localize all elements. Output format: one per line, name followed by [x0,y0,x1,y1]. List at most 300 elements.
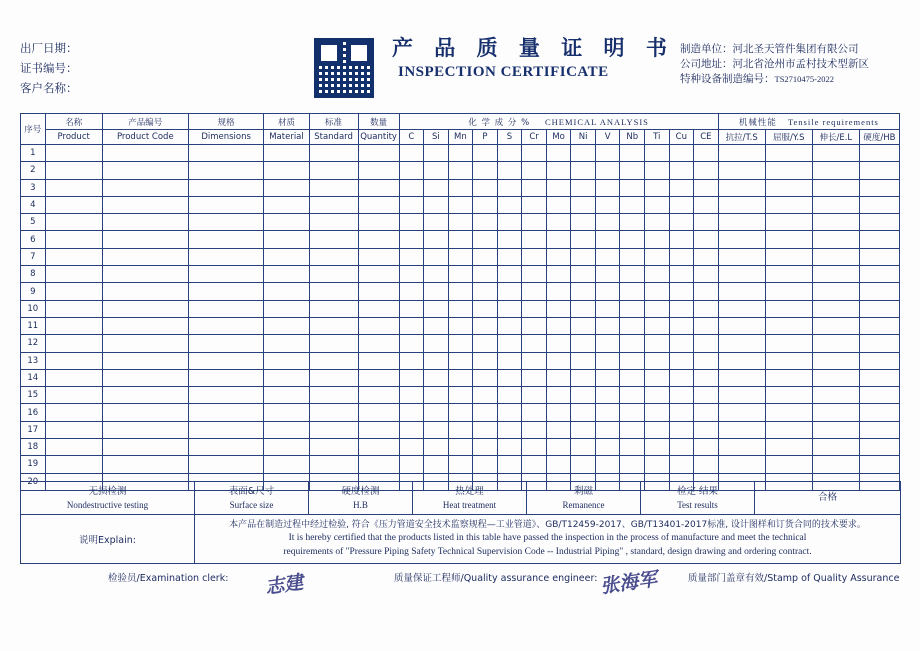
cell-hb[interactable] [859,196,899,213]
cell-hb[interactable] [859,335,899,352]
cell-quantity[interactable] [358,266,399,283]
cell-cr[interactable] [522,196,547,213]
cell-hb[interactable] [859,456,899,473]
cell-product[interactable] [45,145,102,162]
cell-mo[interactable] [546,352,571,369]
cell-mn[interactable] [448,300,473,317]
cell-cr[interactable] [522,145,547,162]
cell-cr[interactable] [522,369,547,386]
cell-v[interactable] [595,145,620,162]
cell-dimensions[interactable] [188,179,264,196]
cell-mo[interactable] [546,300,571,317]
cell-cr[interactable] [522,352,547,369]
cell-ys[interactable] [765,352,812,369]
cell-si[interactable] [424,404,449,421]
cell-product-code[interactable] [102,352,188,369]
cell-cu[interactable] [669,214,694,231]
cell-s[interactable] [497,335,522,352]
cell-ce[interactable] [694,231,719,248]
cell-material[interactable] [264,352,309,369]
cell-ys[interactable] [765,404,812,421]
cell-product-code[interactable] [102,387,188,404]
cell-el[interactable] [812,179,859,196]
cell-p[interactable] [473,248,498,265]
cell-mn[interactable] [448,145,473,162]
cell-hb[interactable] [859,300,899,317]
cell-cr[interactable] [522,162,547,179]
cell-material[interactable] [264,162,309,179]
cell-ni[interactable] [571,369,596,386]
cell-c[interactable] [399,266,424,283]
cell-si[interactable] [424,352,449,369]
cell-nb[interactable] [620,162,645,179]
cell-dimensions[interactable] [188,404,264,421]
cell-si[interactable] [424,214,449,231]
table-row[interactable] [21,335,900,352]
cell-el[interactable] [812,369,859,386]
cell-v[interactable] [595,300,620,317]
cell-nb[interactable] [620,231,645,248]
cell-dimensions[interactable] [188,196,264,213]
cell-s[interactable] [497,248,522,265]
cell-standard[interactable] [309,214,358,231]
cell-material[interactable] [264,266,309,283]
cell-product[interactable] [45,404,102,421]
table-row[interactable] [21,248,900,265]
cell-product-code[interactable] [102,231,188,248]
cell-product[interactable] [45,283,102,300]
cell-v[interactable] [595,439,620,456]
cell-p[interactable] [473,352,498,369]
cell-ts[interactable] [718,145,765,162]
cell-quantity[interactable] [358,248,399,265]
cell-cu[interactable] [669,352,694,369]
cell-product-code[interactable] [102,145,188,162]
cell-ys[interactable] [765,387,812,404]
cell-ts[interactable] [718,214,765,231]
cell-ys[interactable] [765,145,812,162]
cell-standard[interactable] [309,283,358,300]
cell-ti[interactable] [645,404,670,421]
cell-v[interactable] [595,352,620,369]
cell-nb[interactable] [620,266,645,283]
cell-si[interactable] [424,162,449,179]
cell-nb[interactable] [620,387,645,404]
cell-ce[interactable] [694,421,719,438]
cell-standard[interactable] [309,387,358,404]
cell-nb[interactable] [620,335,645,352]
cell-c[interactable] [399,439,424,456]
cell-c[interactable] [399,369,424,386]
cell-s[interactable] [497,231,522,248]
cell-cu[interactable] [669,162,694,179]
cell-nb[interactable] [620,352,645,369]
cell-el[interactable] [812,404,859,421]
cell-product[interactable] [45,369,102,386]
cell-quantity[interactable] [358,404,399,421]
cell-ts[interactable] [718,266,765,283]
cell-cr[interactable] [522,231,547,248]
cell-ce[interactable] [694,162,719,179]
table-row[interactable] [21,369,900,386]
cell-product-code[interactable] [102,421,188,438]
cell-mo[interactable] [546,196,571,213]
cell-p[interactable] [473,421,498,438]
cell-cu[interactable] [669,196,694,213]
cell-ys[interactable] [765,248,812,265]
cell-s[interactable] [497,404,522,421]
cell-c[interactable] [399,352,424,369]
cell-standard[interactable] [309,145,358,162]
cell-standard[interactable] [309,300,358,317]
cell-hb[interactable] [859,162,899,179]
cell-mo[interactable] [546,266,571,283]
cell-si[interactable] [424,266,449,283]
cell-product-code[interactable] [102,439,188,456]
cell-ce[interactable] [694,266,719,283]
table-row[interactable] [21,196,900,213]
cell-v[interactable] [595,196,620,213]
cell-mo[interactable] [546,145,571,162]
cell-mo[interactable] [546,317,571,334]
cell-c[interactable] [399,162,424,179]
cell-material[interactable] [264,231,309,248]
cell-ts[interactable] [718,335,765,352]
cell-dimensions[interactable] [188,317,264,334]
cell-mo[interactable] [546,421,571,438]
cell-ce[interactable] [694,145,719,162]
cell-product-code[interactable] [102,369,188,386]
cell-ni[interactable] [571,231,596,248]
cell-mn[interactable] [448,179,473,196]
cell-ys[interactable] [765,456,812,473]
cell-ni[interactable] [571,300,596,317]
cell-si[interactable] [424,421,449,438]
table-row[interactable] [21,145,900,162]
cell-product-code[interactable] [102,266,188,283]
cell-ce[interactable] [694,283,719,300]
cell-ti[interactable] [645,196,670,213]
cell-s[interactable] [497,162,522,179]
cell-v[interactable] [595,335,620,352]
cell-v[interactable] [595,162,620,179]
cell-mn[interactable] [448,248,473,265]
cell-mn[interactable] [448,214,473,231]
cell-dimensions[interactable] [188,214,264,231]
cell-ts[interactable] [718,231,765,248]
cell-product[interactable] [45,231,102,248]
cell-ce[interactable] [694,404,719,421]
cell-p[interactable] [473,162,498,179]
cell-nb[interactable] [620,439,645,456]
cell-ni[interactable] [571,266,596,283]
cell-ti[interactable] [645,162,670,179]
cell-el[interactable] [812,248,859,265]
cell-nb[interactable] [620,300,645,317]
cell-ti[interactable] [645,369,670,386]
cell-product[interactable] [45,456,102,473]
cell-material[interactable] [264,404,309,421]
cell-material[interactable] [264,214,309,231]
cell-s[interactable] [497,369,522,386]
cell-ni[interactable] [571,248,596,265]
cell-material[interactable] [264,421,309,438]
cell-nb[interactable] [620,456,645,473]
cell-ys[interactable] [765,179,812,196]
cell-c[interactable] [399,145,424,162]
cell-quantity[interactable] [358,456,399,473]
cell-nb[interactable] [620,369,645,386]
cell-nb[interactable] [620,421,645,438]
cell-mo[interactable] [546,231,571,248]
cell-p[interactable] [473,335,498,352]
cell-mn[interactable] [448,335,473,352]
cell-p[interactable] [473,231,498,248]
cell-quantity[interactable] [358,300,399,317]
cell-hb[interactable] [859,317,899,334]
cell-el[interactable] [812,283,859,300]
cell-ti[interactable] [645,145,670,162]
cell-el[interactable] [812,266,859,283]
cell-quantity[interactable] [358,352,399,369]
cell-mo[interactable] [546,283,571,300]
cell-mn[interactable] [448,456,473,473]
cell-product-code[interactable] [102,404,188,421]
cell-cu[interactable] [669,387,694,404]
cell-v[interactable] [595,266,620,283]
cell-cu[interactable] [669,266,694,283]
cell-s[interactable] [497,300,522,317]
cell-ti[interactable] [645,439,670,456]
cell-ys[interactable] [765,421,812,438]
cell-si[interactable] [424,387,449,404]
cell-dimensions[interactable] [188,145,264,162]
cell-c[interactable] [399,179,424,196]
cell-p[interactable] [473,283,498,300]
cell-ce[interactable] [694,335,719,352]
cell-si[interactable] [424,179,449,196]
cell-el[interactable] [812,196,859,213]
cell-cu[interactable] [669,179,694,196]
cell-s[interactable] [497,283,522,300]
cell-cu[interactable] [669,145,694,162]
cell-ni[interactable] [571,456,596,473]
cell-s[interactable] [497,421,522,438]
cell-product[interactable] [45,335,102,352]
cell-si[interactable] [424,283,449,300]
cell-ti[interactable] [645,231,670,248]
cell-ts[interactable] [718,317,765,334]
cell-mo[interactable] [546,387,571,404]
cell-v[interactable] [595,456,620,473]
cell-ce[interactable] [694,456,719,473]
cell-cu[interactable] [669,231,694,248]
cell-v[interactable] [595,369,620,386]
cell-dimensions[interactable] [188,162,264,179]
cell-nb[interactable] [620,283,645,300]
cell-ni[interactable] [571,439,596,456]
cell-product[interactable] [45,196,102,213]
cell-ts[interactable] [718,369,765,386]
table-row[interactable] [21,214,900,231]
cell-cr[interactable] [522,300,547,317]
cell-ce[interactable] [694,317,719,334]
cell-ce[interactable] [694,352,719,369]
cell-el[interactable] [812,145,859,162]
cell-nb[interactable] [620,196,645,213]
cell-mo[interactable] [546,214,571,231]
cell-s[interactable] [497,266,522,283]
cell-standard[interactable] [309,162,358,179]
cell-ts[interactable] [718,179,765,196]
cell-cr[interactable] [522,439,547,456]
cell-product[interactable] [45,162,102,179]
cell-standard[interactable] [309,248,358,265]
cell-si[interactable] [424,456,449,473]
cell-p[interactable] [473,179,498,196]
cell-c[interactable] [399,231,424,248]
cell-mn[interactable] [448,317,473,334]
cell-p[interactable] [473,145,498,162]
cell-product[interactable] [45,352,102,369]
cell-s[interactable] [497,352,522,369]
cell-dimensions[interactable] [188,387,264,404]
cell-ce[interactable] [694,369,719,386]
cell-mn[interactable] [448,162,473,179]
cell-cu[interactable] [669,421,694,438]
cell-ys[interactable] [765,231,812,248]
cell-mo[interactable] [546,179,571,196]
cell-hb[interactable] [859,404,899,421]
cell-mo[interactable] [546,335,571,352]
cell-material[interactable] [264,387,309,404]
cell-el[interactable] [812,162,859,179]
cell-cr[interactable] [522,404,547,421]
cell-c[interactable] [399,300,424,317]
cell-si[interactable] [424,300,449,317]
cell-ys[interactable] [765,300,812,317]
cell-p[interactable] [473,456,498,473]
cell-ni[interactable] [571,214,596,231]
cell-nb[interactable] [620,214,645,231]
cell-ti[interactable] [645,387,670,404]
cell-quantity[interactable] [358,335,399,352]
cell-standard[interactable] [309,404,358,421]
cell-c[interactable] [399,248,424,265]
table-row[interactable] [21,266,900,283]
cell-v[interactable] [595,317,620,334]
table-row[interactable] [21,352,900,369]
cell-ti[interactable] [645,283,670,300]
cell-dimensions[interactable] [188,283,264,300]
cell-mo[interactable] [546,248,571,265]
cell-cu[interactable] [669,369,694,386]
cell-el[interactable] [812,387,859,404]
cell-ts[interactable] [718,300,765,317]
cell-ni[interactable] [571,283,596,300]
cell-dimensions[interactable] [188,266,264,283]
cell-s[interactable] [497,317,522,334]
cell-mo[interactable] [546,404,571,421]
cell-s[interactable] [497,456,522,473]
cell-dimensions[interactable] [188,421,264,438]
cell-product[interactable] [45,300,102,317]
cell-v[interactable] [595,214,620,231]
cell-p[interactable] [473,369,498,386]
cell-ni[interactable] [571,179,596,196]
cell-ys[interactable] [765,283,812,300]
cell-ce[interactable] [694,387,719,404]
cell-s[interactable] [497,439,522,456]
cell-v[interactable] [595,179,620,196]
cell-si[interactable] [424,335,449,352]
cell-p[interactable] [473,196,498,213]
cell-ni[interactable] [571,145,596,162]
cell-material[interactable] [264,439,309,456]
cell-mo[interactable] [546,456,571,473]
cell-ti[interactable] [645,421,670,438]
cell-standard[interactable] [309,317,358,334]
cell-product-code[interactable] [102,248,188,265]
cell-ti[interactable] [645,300,670,317]
cell-ys[interactable] [765,162,812,179]
cell-hb[interactable] [859,145,899,162]
cell-hb[interactable] [859,214,899,231]
cell-p[interactable] [473,439,498,456]
cell-ts[interactable] [718,404,765,421]
cell-ce[interactable] [694,196,719,213]
cell-ts[interactable] [718,421,765,438]
cell-c[interactable] [399,196,424,213]
cell-cr[interactable] [522,317,547,334]
cell-standard[interactable] [309,369,358,386]
cell-ts[interactable] [718,456,765,473]
cell-v[interactable] [595,248,620,265]
cell-mn[interactable] [448,387,473,404]
cell-c[interactable] [399,214,424,231]
cell-ni[interactable] [571,196,596,213]
cell-standard[interactable] [309,439,358,456]
cell-material[interactable] [264,196,309,213]
cell-cr[interactable] [522,456,547,473]
cell-c[interactable] [399,456,424,473]
cell-nb[interactable] [620,317,645,334]
cell-dimensions[interactable] [188,456,264,473]
cell-cr[interactable] [522,335,547,352]
cell-p[interactable] [473,266,498,283]
cell-ts[interactable] [718,352,765,369]
cell-mn[interactable] [448,369,473,386]
cell-ti[interactable] [645,266,670,283]
cell-dimensions[interactable] [188,369,264,386]
cell-nb[interactable] [620,248,645,265]
cell-nb[interactable] [620,404,645,421]
cell-product[interactable] [45,317,102,334]
cell-material[interactable] [264,317,309,334]
cell-dimensions[interactable] [188,352,264,369]
cell-dimensions[interactable] [188,231,264,248]
cell-mo[interactable] [546,369,571,386]
cell-product-code[interactable] [102,283,188,300]
cell-ts[interactable] [718,387,765,404]
cell-hb[interactable] [859,352,899,369]
cell-cr[interactable] [522,421,547,438]
cell-ys[interactable] [765,317,812,334]
cell-s[interactable] [497,145,522,162]
cell-mo[interactable] [546,162,571,179]
cell-product[interactable] [45,266,102,283]
cell-standard[interactable] [309,196,358,213]
